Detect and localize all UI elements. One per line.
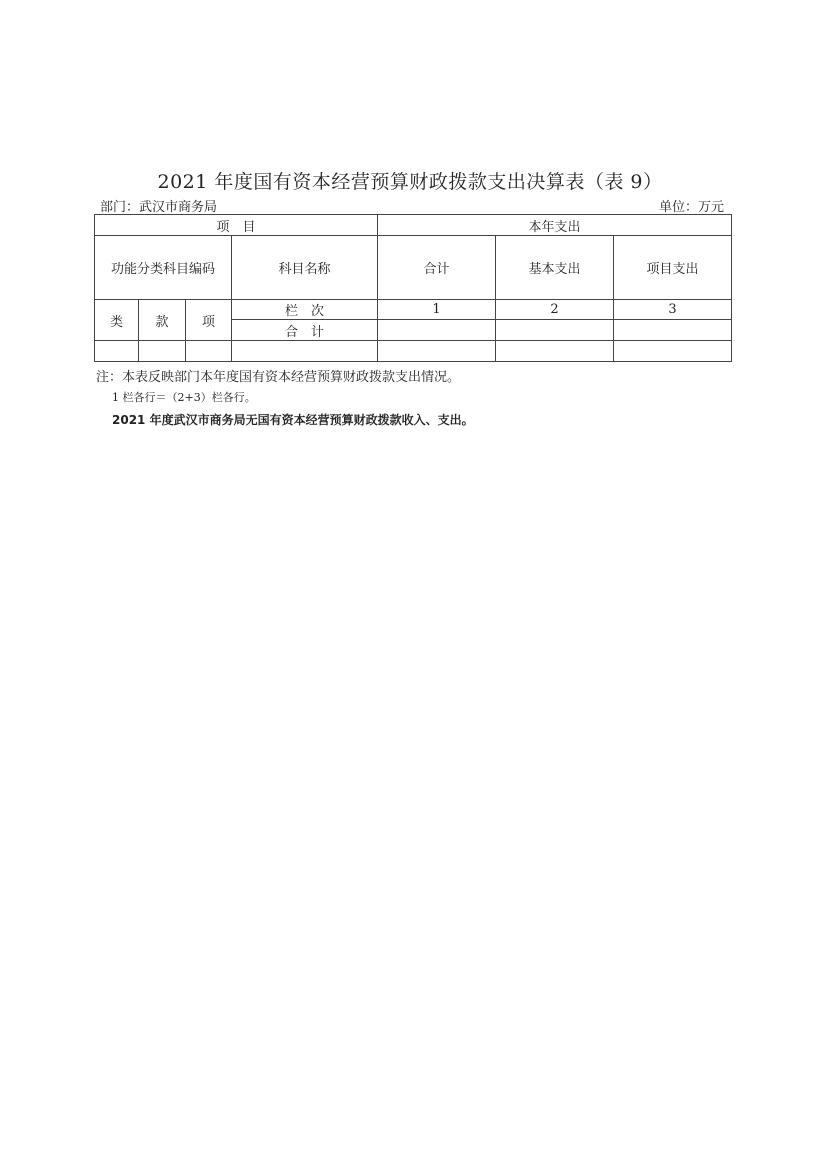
header-function-code: 功能分类科目编码 (95, 236, 232, 300)
header-basic-expenditure: 基本支出 (496, 236, 614, 300)
total-label: 合 计 (232, 320, 378, 341)
header-section: 款 (139, 300, 186, 341)
column-number-3: 3 (614, 300, 732, 320)
header-project-expenditure: 项目支出 (614, 236, 732, 300)
table-cell (232, 341, 378, 362)
column-number-row (95, 300, 732, 320)
note-2: 1 栏各行＝（2+3）栏各行。 (112, 391, 256, 404)
column-number-2: 2 (496, 300, 614, 320)
department-label: 部门：武汉市商务局 (100, 200, 218, 215)
table-cell (139, 341, 186, 362)
header-row-2 (95, 236, 732, 300)
expenditure-table (94, 214, 732, 362)
table-meta (94, 196, 730, 214)
document-title: 2021 年度国有资本经营预算财政拨款支出决算表（表 9） (157, 171, 663, 193)
header-row-1 (95, 215, 732, 236)
header-item-code: 项 (186, 300, 232, 341)
note-3: 2021 年度武汉市商务局无国有资本经营预算财政拨款收入、支出。 (112, 413, 474, 427)
table-cell (95, 341, 139, 362)
unit-label: 单位：万元 (658, 200, 724, 215)
header-subject-name: 科目名称 (232, 236, 378, 300)
table-notes (96, 368, 736, 430)
table-cell (378, 341, 496, 362)
total-value-2 (496, 320, 614, 341)
table-cell (614, 341, 732, 362)
note-1: 注：本表反映部门本年度国有资本经营预算财政拨款支出情况。 (96, 370, 461, 385)
header-current-year: 本年支出 (378, 215, 732, 236)
total-value-3 (614, 320, 732, 341)
header-class: 类 (95, 300, 139, 341)
table-cell (186, 341, 232, 362)
header-item: 项 目 (95, 215, 378, 236)
header-total: 合计 (378, 236, 496, 300)
table-cell (496, 341, 614, 362)
column-number-label: 栏 次 (232, 300, 378, 320)
column-number-1: 1 (378, 300, 496, 320)
total-value-1 (378, 320, 496, 341)
table-row (95, 341, 732, 362)
